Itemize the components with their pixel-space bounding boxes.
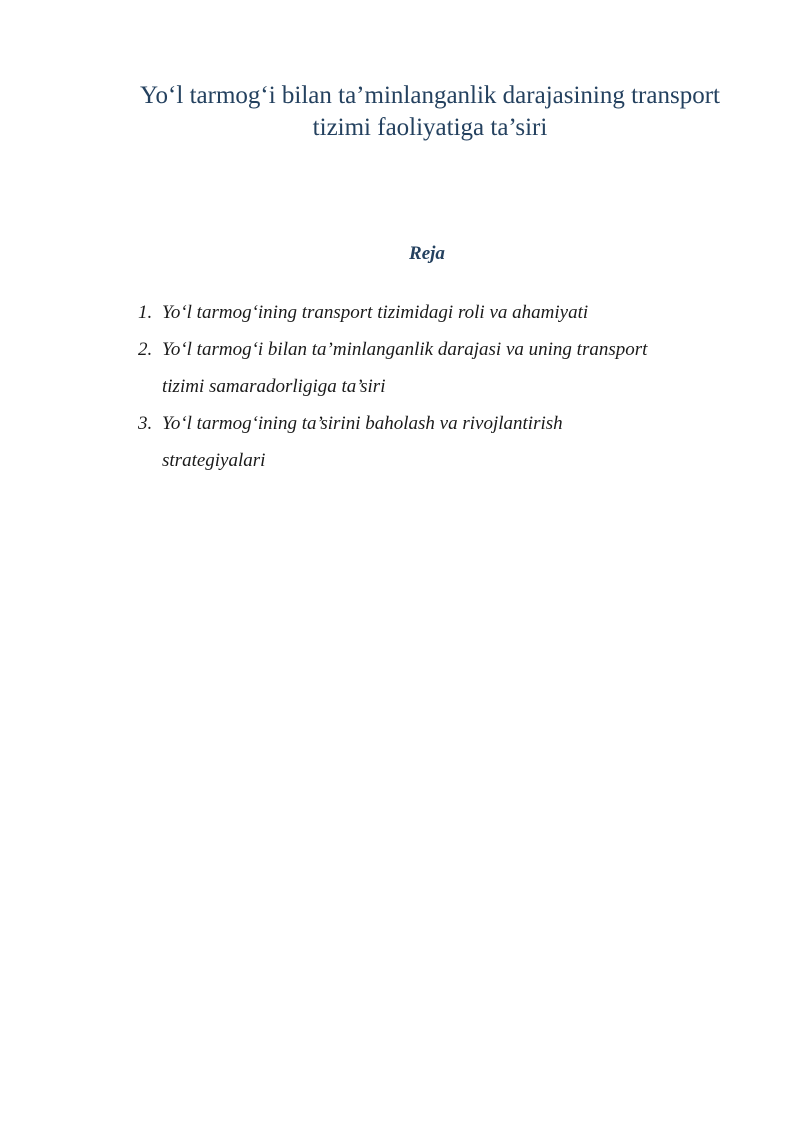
plan-item-number: 3. [138,413,153,434]
plan-item-1 [138,294,738,331]
document-title-line-2: tizimi faoliyatiga ta’siri [312,114,548,141]
plan-item-2 [138,331,738,405]
plan-list [138,294,738,479]
document-title-line-1: Yo‘l tarmog‘i bilan ta’minlanganlik darajasining transport [140,82,720,109]
plan-item-number: 1. [138,302,153,323]
document-title [100,80,760,144]
plan-item-text-line: tizimi samaradorligiga ta’siri [162,376,386,397]
plan-item-text-line: Yo‘l tarmog‘ining ta’sirini baholash va rivojlantirish [162,413,563,434]
plan-item-3 [138,405,738,479]
plan-item-text-line: Yo‘l tarmog‘i bilan ta’minlanganlik darajasi va uning transport [162,339,648,360]
plan-item-text-line: Yo‘l tarmog‘ining transport tizimidagi roli va ahamiyati [162,302,589,323]
plan-item-text-line: strategiyalari [162,450,266,471]
plan-item-number: 2. [138,339,153,360]
plan-heading: Reja [409,243,445,264]
